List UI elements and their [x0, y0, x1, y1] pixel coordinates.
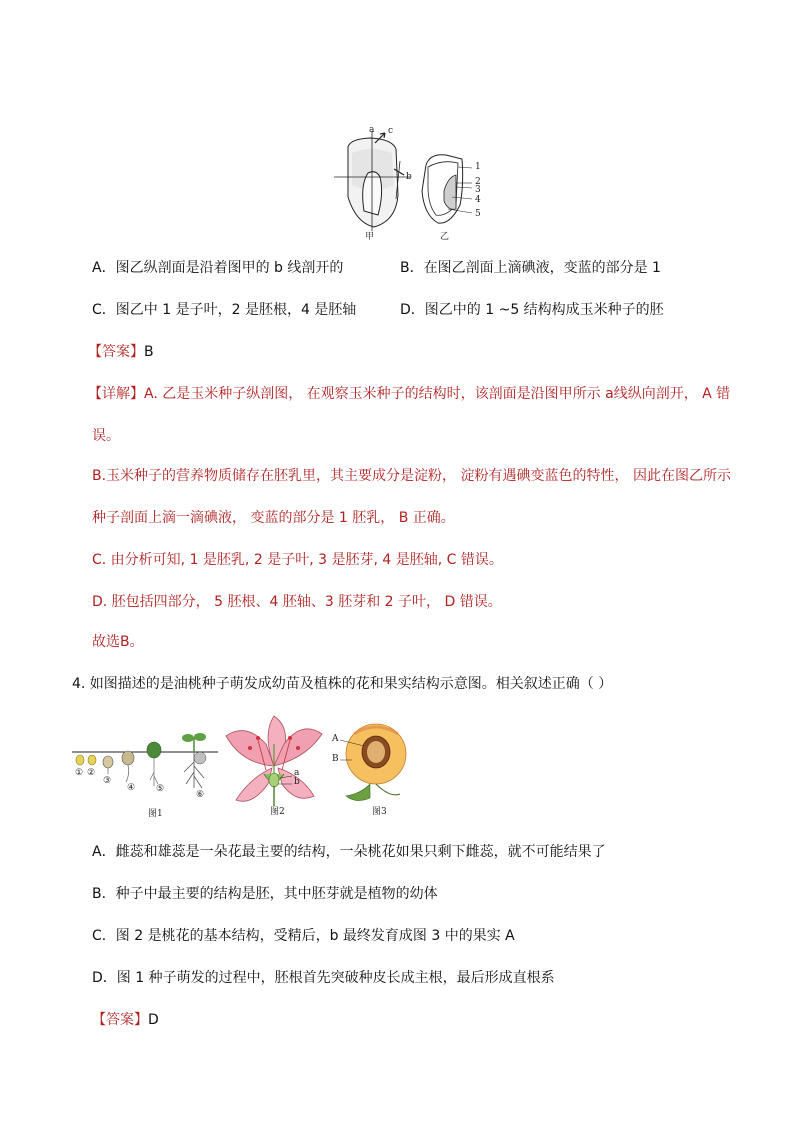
q4-option-b: B．种子中最主要的结构是胚，其中胚芽就是植物的幼体: [92, 886, 438, 902]
yi-label-2: 2: [475, 177, 481, 187]
fig1-label-3: ③: [103, 776, 112, 786]
fig3-label-b: B: [332, 754, 339, 764]
q4-stem: 4. 如图描述的是油桃种子萌发成幼苗及植株的花和果实结构示意图。相关叙述正确（ ）: [72, 676, 613, 692]
fig1-caption: 图1: [148, 809, 163, 819]
yi-label-3: 3: [475, 185, 481, 195]
q3-option-c: C．图乙中 1 是子叶，2 是胚根，4 是胚轴: [92, 302, 357, 318]
jia-label-a: a: [369, 125, 375, 135]
corn-seed-figure: [330, 125, 500, 240]
jia-label-c: c: [388, 126, 394, 136]
fig2-label-a: a: [294, 768, 300, 778]
q3-option-b: B．在图乙剖面上滴碘液，变蓝的部分是 1: [400, 260, 661, 276]
q4-figure-2: [222, 714, 327, 818]
yi-label-1: 1: [475, 162, 481, 172]
q3-detail-line7: 故选B。: [92, 634, 144, 650]
fig3-caption: 图3: [372, 807, 387, 817]
q4-option-c: C．图 2 是桃花的基本结构，受精后，b 最终发育成图 3 中的果实 A: [92, 928, 515, 944]
q4-figure-1: [70, 728, 220, 818]
yi-label-5: 5: [475, 209, 481, 219]
q3-detail-line4: 种子剖面上滴一滴碘液， 变蓝的部分是 1 胚乳， B 正确。: [92, 510, 455, 526]
q4-answer: [92, 1010, 159, 1030]
q3-option-d: D．图乙中的 1 ~5 结构构成玉米种子的胚: [400, 302, 664, 318]
q3-answer-value: B: [144, 344, 154, 360]
q4-option-d: D．图 1 种子萌发的过程中，胚根首先突破种皮长成主根，最后形成直根系: [92, 970, 555, 986]
yi-label-4: 4: [475, 195, 481, 205]
q4-figure-3: [330, 714, 420, 818]
q4-option-a: A．雌蕊和雄蕊是一朵花最主要的结构，一朵桃花如果只剩下雌蕊，就不可能结果了: [92, 844, 606, 860]
q3-answer-label: 【答案】: [88, 344, 144, 360]
fig1-label-2: ②: [87, 768, 96, 778]
peach-flower-drawing: [222, 714, 327, 818]
q3-detail-line3: B.玉米种子的营养物质储存在胚乳里，其主要成分是淀粉， 淀粉有遇碘变蓝色的特性， 因此在图乙所示: [92, 468, 731, 484]
q3-detail-line6: D. 胚包括四部分， 5 胚根、4 胚轴、3 胚芽和 2 子叶， D 错误。: [92, 594, 502, 610]
fig1-label-5: ⑤: [156, 784, 165, 794]
jia-caption: 甲: [365, 232, 375, 242]
fig2-label-b: b: [294, 777, 300, 787]
fig1-label-1: ①: [75, 768, 84, 778]
q4-answer-label: 【答案】: [92, 1012, 148, 1028]
fig1-label-4: ④: [127, 783, 136, 793]
peach-fruit-drawing: [330, 714, 420, 818]
fig1-label-6: ⑥: [196, 790, 205, 800]
yi-caption: 乙: [440, 232, 450, 242]
q3-detail-line2: 误。: [92, 428, 120, 444]
q4-answer-value: D: [148, 1012, 159, 1028]
q3-detail-line5: C. 由分析可知, 1 是胚乳, 2 是子叶, 3 是胚芽, 4 是胚轴, C 错误。: [92, 552, 503, 568]
q3-option-a: A．图乙纵剖面是沿着图甲的 b 线剖开的: [92, 260, 344, 276]
fig2-caption: 图2: [270, 807, 285, 817]
fig3-label-a: A: [332, 734, 339, 744]
q3-answer: [88, 342, 154, 362]
jia-label-b: b: [406, 172, 412, 182]
q3-detail-line1: 【详解】A. 乙是玉米种子纵剖图， 在观察玉米种子的结构时，该剖面是沿图甲所示 a线纵向剖开， A 错: [88, 386, 731, 402]
